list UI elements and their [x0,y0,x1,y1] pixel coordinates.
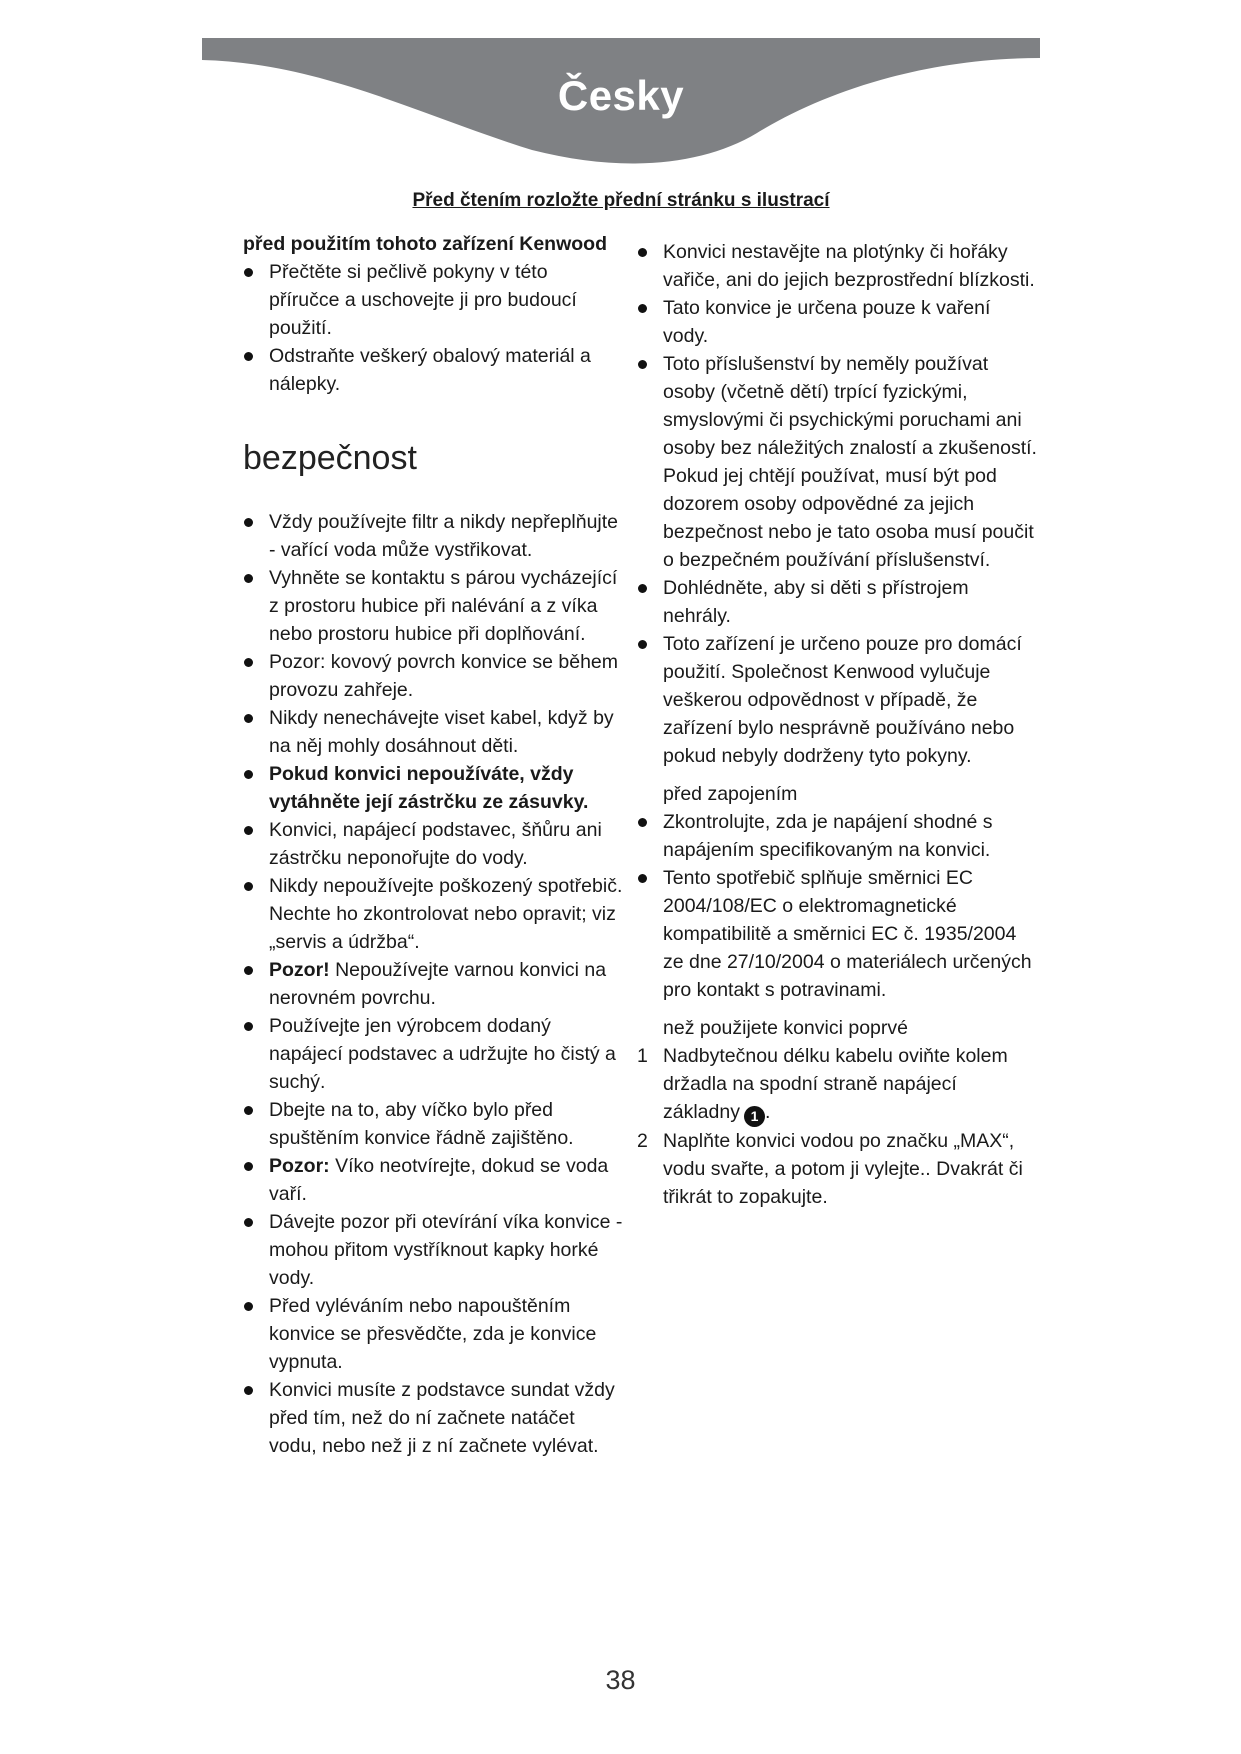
right-column [637,238,1037,1211]
subtitle-note: Před čtením rozložte přední stránku s ilustrací [412,190,830,211]
list-item: Konvici, napájecí podstavec, šňůru ani zástrčku neponořujte do vody. [243,816,623,872]
figure-reference-icon: 1 [744,1106,765,1127]
list-item: Pokud konvici nepoužíváte, vždy vytáhněte její zástrčku ze zásuvky. [243,760,623,816]
list-item: Tento spotřebič splňuje směrnici EC 2004/108/EC o elektromagnetické kompatibilitě a směrnici EC č. 1935/2004 ze dne 27/10/2004 o materiálech určených pro kontakt s potravinami. [637,864,1037,1004]
list-item: Dohlédněte, aby si děti s přístrojem nehrály. [637,574,1037,630]
page-language-title: Česky [557,72,685,119]
list-item: Dbejte na to, aby víčko bylo před spuštěním konvice řádně zajištěno. [243,1096,623,1152]
list-item: Toto zařízení je určeno pouze pro domácí použití. Společnost Kenwood vylučuje veškerou odpovědnost v případě, že zařízení bylo nesprávně používáno nebo pokud nebyly dodrženy tyto pokyny. [637,630,1037,770]
list-item: Přečtěte si pečlivě pokyny v této příručce a uschovejte ji pro budoucí použití. [243,258,623,342]
connect-list [637,808,1037,1004]
warning-label: Pozor: [269,1155,330,1177]
list-item: Toto příslušenství by neměly používat osoby (včetně dětí) trpící fyzickými, smyslovými či psychickými poruchami ani osoby bez náležitých znalostí a zkušeností. Pokud jej chtějí používat, musí být pod dozorem osoby odpovědné za jejich bezpečnost nebo je tato osoba musí poučit o bezpečném používání příslušenství. [637,350,1037,574]
step-text: Nadbytečnou délku kabelu oviňte kolem držadla na spodní straně napájecí základny [663,1045,1008,1123]
list-item [243,1152,623,1208]
step-item [637,1127,1037,1211]
header-banner [202,38,1040,173]
first-use-heading: než použijete konvici poprvé [663,1017,908,1039]
list-item: Konvici nestavějte na plotýnky či hořáky vařiče, ani do jejich bezprostřední blízkosti. [637,238,1037,294]
step-item: 1 Nadbytečnou délku kabelu oviňte kolem držadla na spodní straně napájecí základny 1 . [637,1042,1037,1127]
list-item: Dávejte pozor při otevírání víka konvice - mohou přitom vystříknout kapky horké vody. [243,1208,623,1292]
warning-label: Pozor! [269,959,330,981]
connect-heading: před zapojením [663,783,798,805]
list-item: Zkontrolujte, zda je napájení shodné s napájením specifikovaným na konvici. [637,808,1037,864]
list-item: Konvici musíte z podstavce sundat vždy před tím, než do ní začnete natáčet vodu, nebo než ji z ní začnete vylévat. [243,1376,623,1460]
list-item: Před vyléváním nebo napouštěním konvice se přesvědčte, zda je konvice vypnuta. [243,1292,623,1376]
step-number: 1 [637,1045,648,1067]
list-item: Vždy používejte filtr a nikdy nepřeplňujte - vařící voda může vystřikovat. [243,508,623,564]
intro-list [243,258,623,398]
left-column [243,230,623,1460]
list-item: Odstraňte veškerý obalový materiál a nálepky. [243,342,623,398]
step-number: 2 [637,1130,648,1152]
list-item: Tato konvice je určena pouze k vaření vody. [637,294,1037,350]
safety-list-continued [637,238,1037,770]
first-use-steps [637,1042,1037,1211]
list-item: Používejte jen výrobcem dodaný napájecí podstavec a udržujte ho čistý a suchý. [243,1012,623,1096]
list-item-text: Víko neotvírejte, dokud se voda vaří. [269,1155,609,1205]
intro-heading: před použitím tohoto zařízení Kenwood [243,233,607,255]
safety-list [243,508,623,1460]
list-item: Nikdy nenechávejte viset kabel, když by na něj mohly dosáhnout děti. [243,704,623,760]
step-text: Naplňte konvici vodou po značku „MAX“, vodu svařte, a potom ji vylejte.. Dvakrát či třikrát to zopakujte. [663,1130,1023,1208]
list-item: Nikdy nepoužívejte poškozený spotřebič. Nechte ho zkontrolovat nebo opravit; viz „servis a údržba“. [243,872,623,956]
list-item: Pozor: kovový povrch konvice se během provozu zahřeje. [243,648,623,704]
list-item: Vyhněte se kontaktu s párou vycházející z prostoru hubice při nalévání a z víka nebo prostoru hubice při doplňování. [243,564,623,648]
section-title-safety: bezpečnost [243,439,417,477]
list-item [243,956,623,1012]
list-item-text: Nepoužívejte varnou konvici na nerovném povrchu. [269,959,607,1009]
page-number: 38 [605,1665,636,1695]
